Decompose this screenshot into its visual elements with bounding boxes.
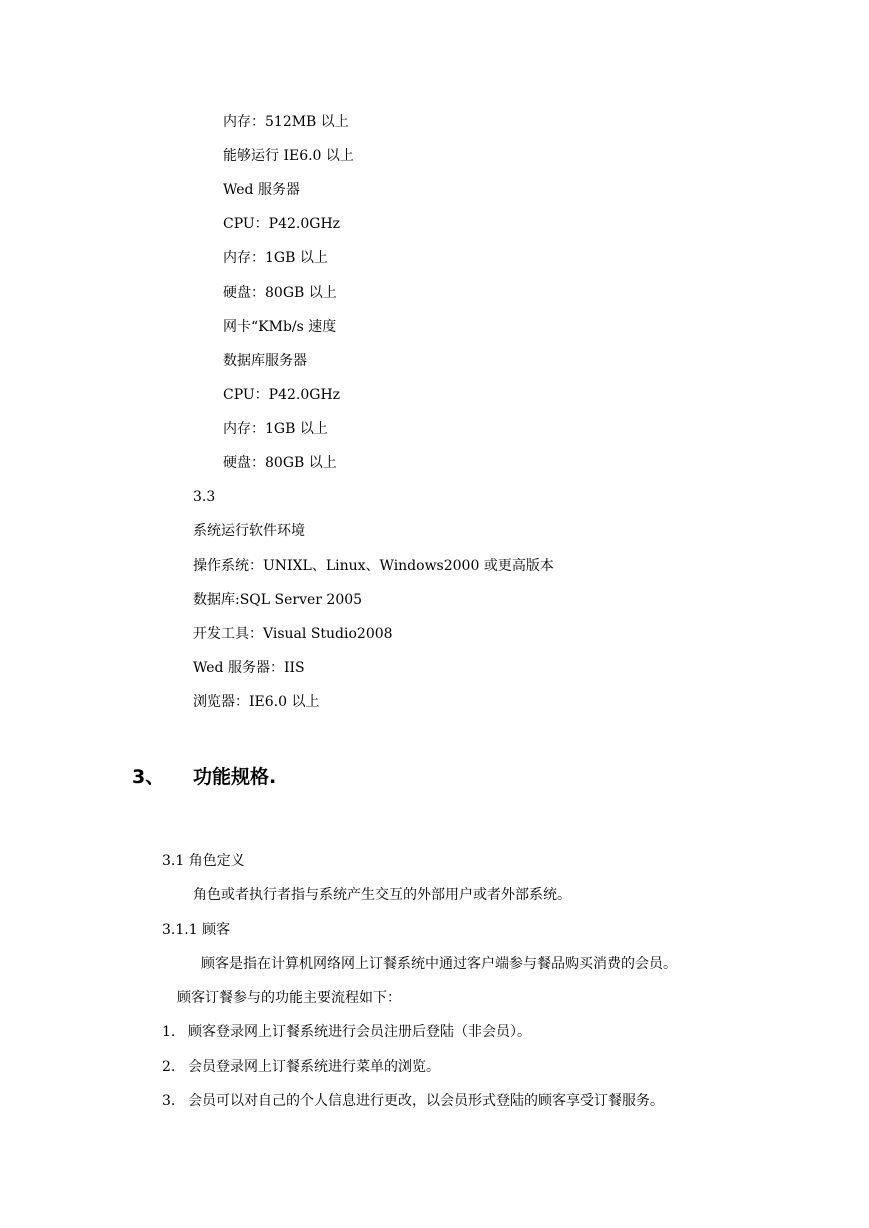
customer-body: 顾客是指在计算机网络网上订餐系统中通过客户端参与餐品购买消费的会员。	[201, 956, 677, 972]
software-env-os: 操作系统：UNIXL、Linux、Windows2000 或更高版本	[193, 558, 554, 574]
web-server-nic: 网卡“KMb/s 速度	[223, 319, 337, 335]
db-server-title: 数据库服务器	[223, 353, 307, 369]
software-env-devtool: 开发工具：Visual Studio2008	[193, 626, 393, 642]
client-browser: 能够运行 IE6.0 以上	[223, 148, 354, 164]
web-server-memory: 内存：1GB 以上	[223, 250, 328, 266]
db-server-memory: 内存：1GB 以上	[223, 421, 328, 437]
step-text: 会员登录网上订餐系统进行菜单的浏览。	[188, 1059, 440, 1075]
web-server-disk: 硬盘：80GB 以上	[223, 285, 337, 301]
customer-flow-intro: 顾客订餐参与的功能主要流程如下：	[177, 990, 401, 1006]
db-server-cpu: CPU：P42.0GHz	[223, 387, 341, 403]
web-server-cpu: CPU：P42.0GHz	[223, 216, 341, 232]
web-server-title: Wed 服务器	[223, 182, 300, 198]
step-text: 会员可以对自己的个人信息进行更改，以会员形式登陆的顾客享受订餐服务。	[188, 1093, 664, 1109]
db-server-disk: 硬盘：80GB 以上	[223, 455, 337, 471]
role-def-heading: 3.1 角色定义	[162, 853, 245, 869]
software-env-webserver: Wed 服务器：IIS	[193, 660, 305, 676]
section-3-title: 功能规格.	[193, 766, 277, 788]
customer-heading: 3.1.1 顾客	[162, 922, 231, 938]
software-env-title: 系统运行软件环境	[193, 523, 305, 539]
software-env-browser: 浏览器：IE6.0 以上	[193, 694, 320, 710]
step-text: 顾客登录网上订餐系统进行会员注册后登陆（非会员）。	[188, 1024, 531, 1040]
software-env-database: 数据库:SQL Server 2005	[193, 592, 363, 608]
client-memory: 内存：512MB 以上	[223, 114, 349, 130]
section-number-3-3: 3.3	[193, 489, 216, 505]
role-def-body: 角色或者执行者指与系统产生交互的外部用户或者外部系统。	[193, 887, 571, 903]
step-number: 3.	[162, 1093, 176, 1109]
step-number: 2.	[162, 1059, 176, 1075]
step-number: 1.	[162, 1024, 176, 1040]
section-3-number: 3、	[132, 766, 165, 788]
